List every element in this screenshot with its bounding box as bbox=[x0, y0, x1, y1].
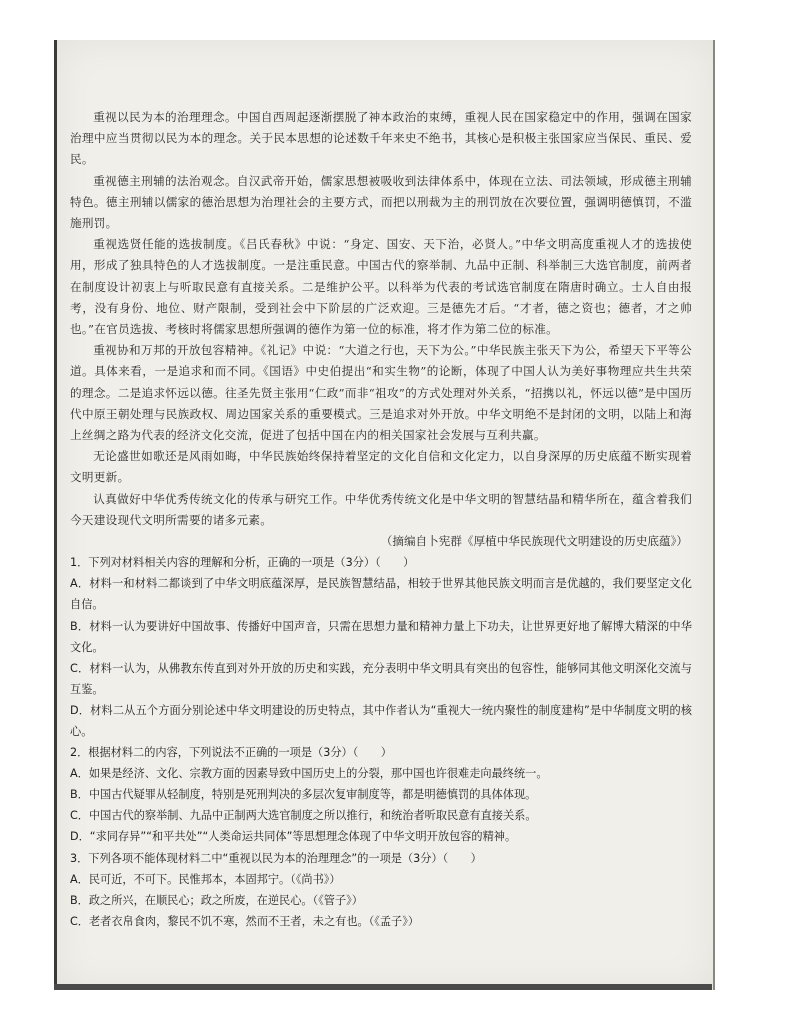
question-3-option-c: C．老者衣帛食肉，黎民不饥不寒，然而不王者，未之有也。（《孟子》） bbox=[70, 914, 420, 928]
passage-paragraph: 重视协和万邦的开放包容精神。《礼记》中说：“大道之行也，天下为公。”中华民族主张天下为公，希望天下平等公道。具体来看，一是追求和而不同。《国语》中史伯提出“和实生物”的论断，体现了中国人认为美好事物理应共生共荣的理念。二是追求怀远以德。往圣先贤主张用“仁政”而非“祖攻”的方式处理对外关系，“招携以礼，怀远以德”是中国历代中原王朝处理与民族政权、周边国家关系的重要模式。三是追求对外开放。中华文明绝不是封闭的文明，以陆上和海上丝绸之路为代表的经济文化交流，促进了包括中国在内的相关国家社会发展与互利共赢。 bbox=[70, 343, 692, 443]
passage-source: （摘编自卜宪群《厚植中华民族现代文明建设的历史底蕴》） bbox=[380, 534, 688, 549]
passage-paragraph: 重视以民为本的治理理念。中国自西周起逐渐摆脱了神本政治的束缚，重视人民在国家稳定中的作用，强调在国家治理中应当贯彻以民为本的理念。关于民本思想的论述数千年来史不绝书，其核心是积极主张国家应当保民、重民、爱民。 bbox=[70, 110, 692, 167]
question-2-stem: 2．根据材料二的内容，下列说法不正确的一项是（3分）（ ） bbox=[70, 746, 392, 760]
paper-edge-shadow bbox=[54, 984, 712, 990]
question-2-option-b: B．中国古代疑罪从轻制度，特别是死刑判决的多层次复审制度等，都是明德慎罚的具体体现。 bbox=[70, 788, 537, 802]
question-3-option-a: A．民可近，不可下。民惟邦本，本固邦宁。（《尚书》） bbox=[70, 872, 341, 886]
document-content bbox=[70, 107, 692, 932]
passage-paragraph: 无论盛世如歌还是风雨如晦，中华民族始终保持着坚定的文化自信和文化定力，以自身深厚的历史底蕴不断实现着文明更新。 bbox=[70, 449, 692, 485]
question-3-option-b: B．政之所兴，在顺民心；政之所废，在逆民心。（《管子》） bbox=[70, 893, 363, 907]
passage-paragraph: 认真做好中华优秀传统文化的传承与研究工作。中华优秀传统文化是中华文明的智慧结晶和精华所在，蕴含着我们今天建设现代文明所需要的诸多元素。 bbox=[70, 491, 692, 527]
question-2-option-c: C．中国古代的察举制、九品中正制两大选官制度之所以推行，和统治者听取民意有直接关系。 bbox=[70, 809, 537, 823]
question-1-option-a: A．材料一和材料二都谈到了中华文明底蕴深厚，是民族智慧结晶，相较于世界其他民族文明而言是优越的，我们要坚定文化自信。 bbox=[70, 577, 692, 612]
question-3-stem: 3．下列各项不能体现材料二中“重视以民为本的治理理念”的一项是（3分）（ ） bbox=[70, 851, 482, 865]
question-2-option-d: D．“求同存异”“和平共处”“人类命运共同体”等思想理念体现了中华文明开放包容的精神。 bbox=[70, 830, 517, 844]
question-1-stem: 1．下列对材料相关内容的理解和分析，正确的一项是（3分）（ ） bbox=[70, 556, 415, 570]
passage-paragraph: 重视选贤任能的选拔制度。《吕氏春秋》中说：“身定、国安、天下治，必贤人。”中华文明高度重视人才的选拔使用，形成了独具特色的人才选拔制度。一是注重民意。中国古代的察举制、九品中正制、科举制三大选官制度，前两者在制度设计初衷上与听取民意有直接关系。二是维护公平。以科举为代表的考试选官制度在隋唐时确立。士人自由报考，没有身份、地位、财产限制，受到社会中下阶层的广泛欢迎。三是德先才后。“才者，德之资也；德者，才之帅也。”在官员选拔、考核时将儒家思想所强调的德作为第一位的标准，将才作为第二位的标准。 bbox=[70, 237, 692, 337]
question-1-option-b: B．材料一认为要讲好中国故事、传播好中国声音，只需在思想力量和精神力量上下功夫，让世界更好地了解博大精深的中华文化。 bbox=[70, 619, 692, 654]
question-1-option-c: C．材料一认为，从佛教东传直到对外开放的历史和实践，充分表明中华文明具有突出的包容性，能够同其他文明深化交流与互鉴。 bbox=[70, 661, 692, 696]
question-1-option-d: D．材料二从五个方面分别论述中华文明建设的历史特点，其中作者认为“重视大一统内聚性的制度建构”是中华制度文明的核心。 bbox=[70, 703, 692, 739]
passage-paragraph: 重视德主刑辅的法治观念。自汉武帝开始，儒家思想被吸收到法律体系中，体现在立法、司法领域，形成德主刑辅特色。德主刑辅以儒家的德治思想为治理社会的主要方式，而把以刑裁为主的刑罚放在次要位置，强调明德慎罚，不滥施刑罚。 bbox=[70, 173, 692, 231]
question-2-option-a: A．如果是经济、文化、宗教方面的因素导致中国历史上的分裂，那中国也许很难走向最终统一。 bbox=[70, 767, 548, 781]
